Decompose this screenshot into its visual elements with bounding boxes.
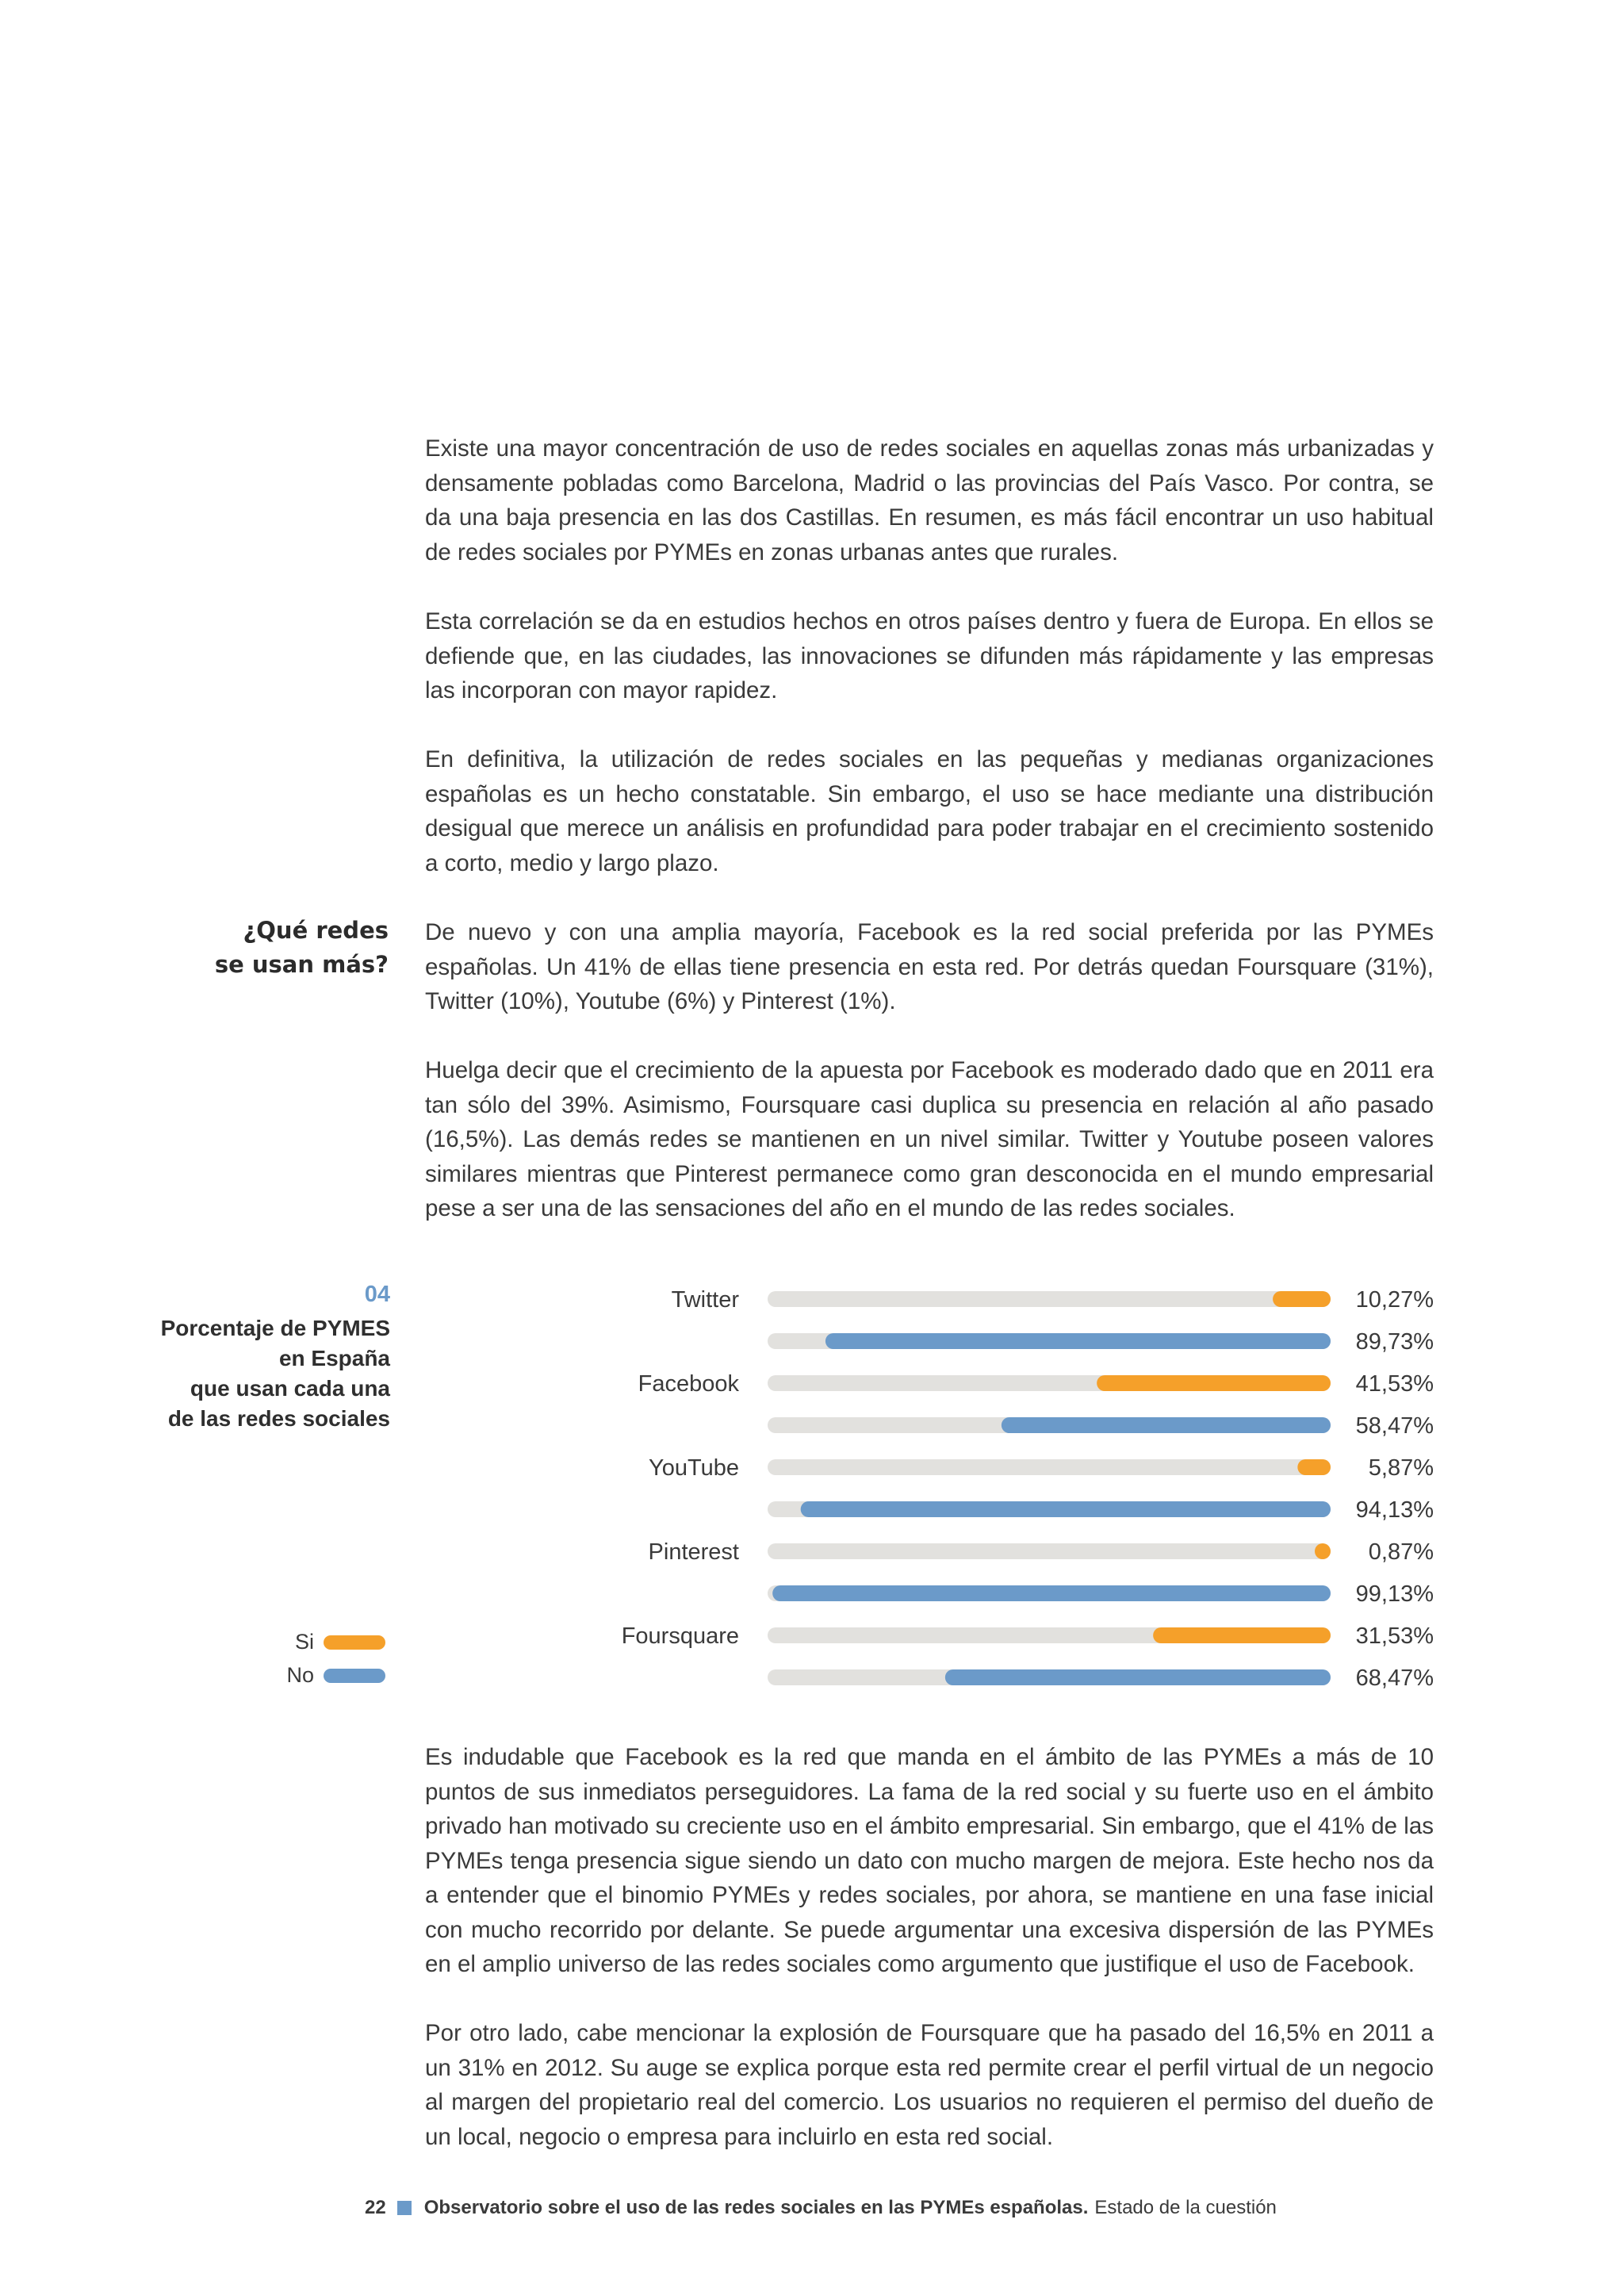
paragraph-definitiva: En definitiva, la utilización de redes sociales en las pequeñas y medianas organizaciones españolas es un hecho constatable. Sin embargo, el uso se hace mediante una distribución desigual que merece un análisis en profundidad para poder trabajar en el crecimiento sostenido a corto, medio y largo plazo. xyxy=(425,746,1434,876)
bar-twitter-si xyxy=(1273,1291,1331,1307)
legend-no-label: No xyxy=(286,1663,314,1687)
footer-subtitle: Estado de la cuestión xyxy=(1094,2197,1277,2218)
value-label-pinterest-si: 0,87% xyxy=(1368,1539,1434,1565)
legend-si-label: Si xyxy=(294,1630,314,1654)
figure-caption-line: en España xyxy=(278,1346,390,1370)
social-networks-bar-chart xyxy=(555,1269,1443,1697)
side-heading xyxy=(159,914,389,982)
figure-caption-line: Porcentaje de PYMES xyxy=(160,1316,390,1340)
legend-no-swatch xyxy=(324,1669,385,1683)
bar-track-youtube-si xyxy=(768,1459,1331,1475)
paragraph-correlation: Esta correlación se da en estudios hechos en otros países dentro y fuera de Europa. En ellos se defiende que, en las ciudades, las innovaciones se difunden más rápidamente y las empresas las incorporan con mayor rapidez. xyxy=(425,608,1434,703)
figure-caption-line: que usan cada una xyxy=(190,1376,390,1401)
bar-pinterest-no xyxy=(772,1585,1331,1601)
figure-number: 04 xyxy=(364,1282,390,1307)
bar-track-pinterest-si xyxy=(768,1543,1331,1559)
category-label-foursquare: Foursquare xyxy=(621,1623,739,1649)
side-heading-line1: ¿Qué redes xyxy=(243,917,389,944)
bar-foursquare-no xyxy=(945,1669,1331,1685)
category-label-pinterest: Pinterest xyxy=(648,1539,739,1565)
footer-title: Observatorio sobre el uso de las redes sociales en las PYMEs españolas. xyxy=(423,2197,1089,2218)
bar-pinterest-si xyxy=(1315,1543,1331,1559)
legend-no xyxy=(238,1659,389,1691)
legend-si xyxy=(238,1626,389,1658)
value-label-youtube-si: 5,87% xyxy=(1368,1455,1434,1481)
value-label-twitter-si: 10,27% xyxy=(1355,1287,1434,1313)
paragraph-facebook-majority: De nuevo y con una amplia mayoría, Facebook es la red social preferida por las PYMEs españolas. Un 41% de ellas tiene presencia en esta red. Por detrás quedan Foursquare (31%), Twitter (10%), Youtube (6%) y Pinterest (1%). xyxy=(425,919,1434,1014)
paragraph-growth: Huelga decir que el crecimiento de la apuesta por Facebook es moderado dado que en 2011 era tan sólo del 39%. Asimismo, Foursquare casi duplica su presencia en relación al año pasado (16,5%). Las demás redes se mantienen en un nivel similar. Twitter y Youtube poseen valores similares mientras que Pinterest permanece como gran desconocida en el mundo empresarial pese a ser una de las sensaciones del año en el mundo de las redes sociales. xyxy=(425,1057,1434,1221)
figure-caption xyxy=(159,1313,390,1434)
value-label-pinterest-no: 99,13% xyxy=(1355,1581,1434,1607)
bar-twitter-no xyxy=(825,1333,1331,1349)
bar-youtube-no xyxy=(801,1501,1331,1517)
page-footer xyxy=(365,2197,1277,2219)
figure-caption-line: de las redes sociales xyxy=(167,1406,390,1431)
bar-foursquare-si xyxy=(1153,1627,1331,1643)
bar-facebook-si xyxy=(1097,1375,1331,1391)
category-label-youtube: YouTube xyxy=(649,1455,739,1481)
page-number: 22 xyxy=(365,2197,386,2218)
footer-square-icon xyxy=(397,2201,412,2215)
value-label-youtube-no: 94,13% xyxy=(1355,1497,1434,1523)
value-label-foursquare-si: 31,53% xyxy=(1355,1623,1434,1649)
paragraph-foursquare: Por otro lado, cabe mencionar la explosión de Foursquare que ha pasado del 16,5% en 2011 a un 31% en 2012. Su auge se explica porque esta red permite crear el perfil virtual de un negocio al margen del propietario real del comercio. Los usuarios no requieren el permiso del dueño de un local, negocio o empresa para incluirlo en esta red social. xyxy=(425,2020,1434,2150)
side-heading-line2: se usan más? xyxy=(214,951,389,978)
value-label-foursquare-no: 68,47% xyxy=(1355,1665,1434,1691)
value-label-facebook-no: 58,47% xyxy=(1355,1413,1434,1439)
bar-facebook-no xyxy=(1002,1417,1331,1433)
bar-track-twitter-si xyxy=(768,1291,1331,1307)
legend-si-swatch xyxy=(324,1635,385,1650)
category-label-facebook: Facebook xyxy=(638,1371,739,1397)
category-label-twitter: Twitter xyxy=(671,1287,739,1313)
paragraph-facebook-leads: Es indudable que Facebook es la red que manda en el ámbito de las PYMEs a más de 10 puntos de sus inmediatos perseguidores. La fama de la red social y su fuerte uso en el ámbito privado han motivado su creciente uso en el ámbito empresarial. Sin embargo, que el 41% de las PYMEs tenga presencia sigue siendo un dato con mucho margen de mejora. Este hecho nos da a entender que el binomio PYMEs y redes sociales, por ahora, se mantiene en una fase inicial con mucho recorrido por delante. Se puede argumentar una excesiva dispersión de las PYMEs en el amplio universo de las redes sociales como argumento que justifique el uso de Facebook. xyxy=(425,1744,1434,1977)
paragraph-urban-concentration: Existe una mayor concentración de uso de redes sociales en aquellas zonas más urbanizadas y densamente pobladas como Barcelona, Madrid o las provincias del País Vasco. Por contra, se da una baja presencia en las dos Castillas. En resumen, es más fácil encontrar un uso habitual de redes sociales por PYMEs en zonas urbanas antes que rurales. xyxy=(425,435,1434,565)
value-label-facebook-si: 41,53% xyxy=(1355,1371,1434,1397)
bar-youtube-si xyxy=(1297,1459,1331,1475)
value-label-twitter-no: 89,73% xyxy=(1355,1329,1434,1355)
